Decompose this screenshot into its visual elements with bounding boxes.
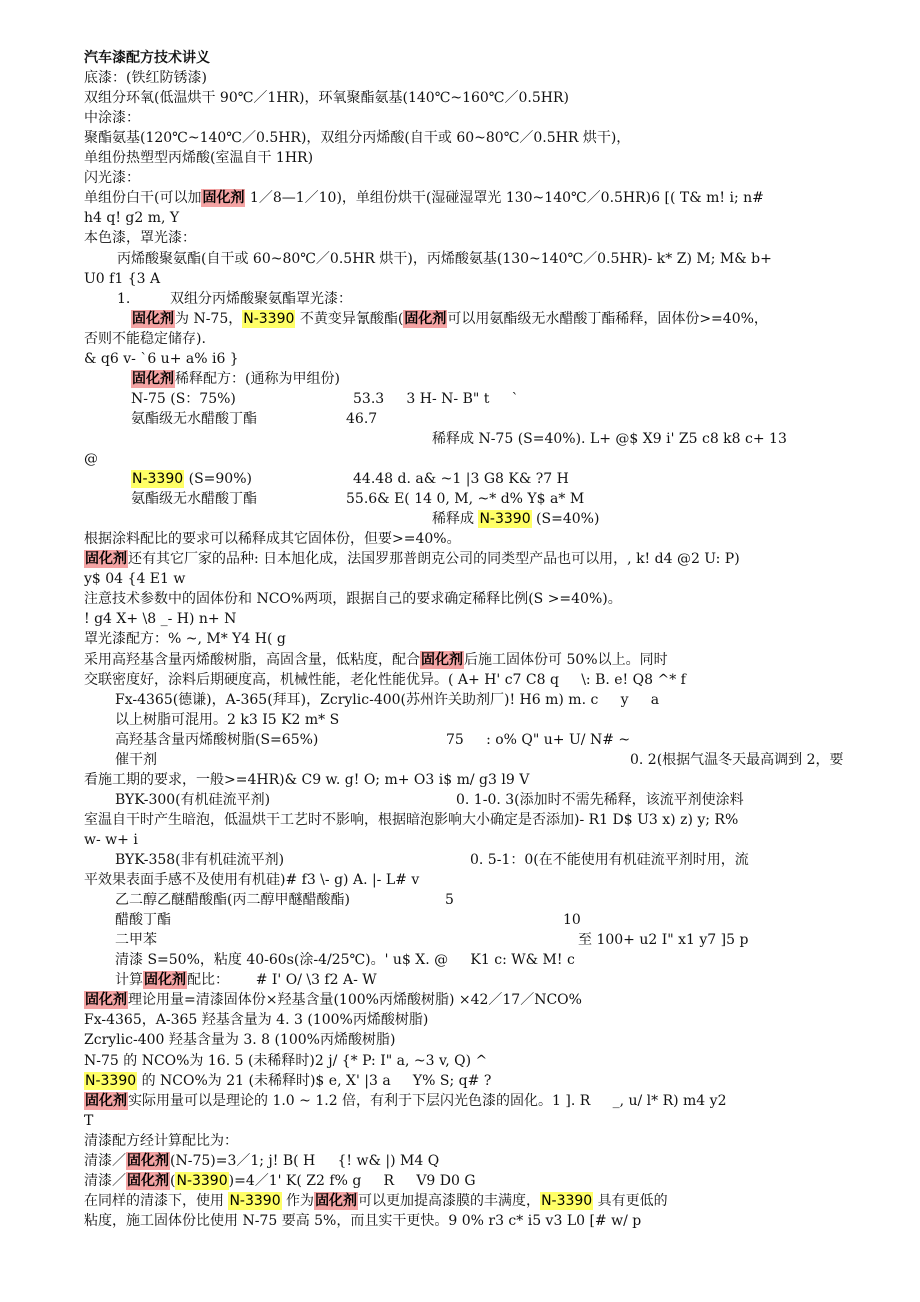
- hardener-highlight: 固化剂: [127, 1172, 169, 1189]
- text-segment: 双组分丙烯酸聚氨酯罩光漆：: [170, 290, 352, 307]
- text-line: [115, 690, 659, 710]
- text-segment: 单组份白干(可以加: [84, 190, 202, 207]
- text-line: [84, 609, 236, 629]
- product-highlight: N-3390: [243, 310, 295, 327]
- text-segment: 室温自干时产生暗泡，低温烘干工艺时不影响，根据暗泡影响大小确定是否添加)- R1 D$ U3 x) z) y; R%: [84, 811, 739, 828]
- product-highlight: N-3390: [132, 471, 184, 488]
- text-line: [84, 990, 582, 1010]
- text-segment: 交联密度好，涂料后期硬度高，机械性能，老化性能优异。( A+ H' c7 C8 q \: B. e! Q8 ^* f: [84, 671, 686, 688]
- text-line: [84, 1051, 487, 1071]
- text-segment: T: [84, 1112, 94, 1129]
- text-segment: 0. 1-0. 3(添加时不需先稀释，该流平剂使涂料: [456, 791, 744, 808]
- text-line: [84, 148, 313, 168]
- text-line: [84, 168, 140, 188]
- text-segment: 清漆／: [84, 1172, 126, 1189]
- text-segment: 还有其它厂家的品种: 日本旭化成，法国罗那普朗克公司的同类型产品也可以用，, k! d4 @2 U: P): [128, 551, 740, 568]
- text-segment: 配比： # I' O/ \3 f2 A- W: [187, 972, 377, 989]
- text-segment: 本色漆，罩光漆：: [84, 230, 196, 247]
- text-line: [115, 890, 454, 910]
- text-segment: 0. 5-1：0(在不能使用有机硅流平剂时用，流: [470, 852, 749, 868]
- text-line: [84, 589, 622, 609]
- text-segment: 10: [563, 912, 581, 929]
- text-line: [84, 1151, 439, 1171]
- text-segment: ! g4 X+ \8 _- H) n+ N: [84, 611, 237, 628]
- text-line: [115, 910, 581, 930]
- text-segment: 清漆配方经计算配比为：: [84, 1132, 238, 1149]
- text-segment: 理论用量=清漆固体份×羟基含量(100%丙烯酸树脂) ×42／17／NCO%: [128, 992, 582, 1009]
- text-line: [115, 950, 575, 970]
- hardener-highlight: 固化剂: [144, 972, 186, 989]
- text-segment: 清漆／: [84, 1152, 126, 1169]
- text-segment: Fx-4365(德谦)，A-365(拜耳)，Zcrylic-400(苏州许关助剂厂)! H6 m) m. c y a: [115, 691, 660, 708]
- hardener-highlight: 固化剂: [85, 551, 127, 568]
- text-segment: (: [170, 1172, 176, 1189]
- text-segment: 中涂漆：: [84, 110, 140, 127]
- text-line: [115, 970, 377, 990]
- text-segment: @: [84, 451, 98, 467]
- text-segment: 后施工固体份可 50%以上。同时: [464, 651, 668, 668]
- text-line: [84, 1030, 395, 1050]
- text-segment: 平效果表面手感不及使用有机硅)# f3 \- g) A. |- L# v: [84, 872, 420, 889]
- text-line: [84, 329, 206, 349]
- text-line: [84, 1131, 238, 1151]
- text-line: [131, 309, 768, 329]
- text-segment: 为 N-75，: [175, 310, 243, 327]
- text-segment: 看施工期的要求，一般>=4HR)& C9 w. g! O; m+ O3 i$ m/ g3 l9 V: [84, 771, 530, 788]
- text-segment: BYK-358(非有机硅流平剂): [115, 852, 285, 868]
- text-segment: 催干剂: [115, 751, 157, 768]
- product-highlight: N-3390: [229, 1192, 281, 1209]
- product-highlight: N-3390: [176, 1172, 228, 1189]
- text-line: [84, 449, 98, 469]
- text-line: [131, 409, 378, 429]
- text-segment: Zcrylic-400 羟基含量为 3. 8 (100%丙烯酸树脂): [84, 1032, 396, 1049]
- text-segment: 乙二醇乙醚醋酸酯(丙二醇甲醚醋酸酯): [115, 892, 350, 909]
- text-segment: Fx-4365，A-365 羟基含量为 4. 3 (100%丙烯酸树脂): [84, 1012, 429, 1029]
- text-line: [84, 188, 764, 208]
- hardener-highlight: 固化剂: [127, 1152, 169, 1169]
- text-segment: 清漆 S=50%，粘度 40-60s(涂-4/25℃)。' u$ X. @ K1 c: W& M! c: [115, 952, 575, 969]
- text-segment: h4 q! g2 m, Y: [84, 210, 180, 227]
- text-segment: 底漆：(铁红防锈漆): [84, 70, 207, 87]
- text-line: [84, 1071, 491, 1091]
- text-line: [84, 870, 419, 890]
- text-segment: )=4／1' K( Z2 f% g R V9 D0 G: [228, 1172, 476, 1189]
- hardener-highlight: 固化剂: [315, 1192, 358, 1209]
- hardener-highlight: 固化剂: [421, 651, 463, 668]
- text-segment: 实际用量可以是理论的 1.0 ~ 1.2 倍，有利于下层闪光色漆的固化。1 ]. R _, u/ l* R) m4 y2: [128, 1092, 727, 1109]
- text-line: [84, 68, 207, 88]
- text-segment: BYK-300(有机硅流平剂): [115, 791, 271, 808]
- text-segment: 氨酯级无水醋酸丁酯: [131, 410, 257, 427]
- text-segment: 46.7: [346, 410, 378, 427]
- text-segment: N-75 的 NCO%为 16. 5 (未稀释时)2 j/ {* P: I" a, ~3 v, Q) ^: [84, 1052, 488, 1069]
- hardener-highlight: 固化剂: [85, 992, 127, 1009]
- text-segment: 稀释成: [432, 511, 479, 528]
- text-line: [84, 1091, 727, 1111]
- text-segment: & q6 v- `6 u+ a% i6 }: [84, 350, 239, 367]
- text-line: [84, 670, 686, 690]
- text-segment: 可以更加提高漆膜的丰满度，: [358, 1192, 541, 1209]
- text-line: [84, 569, 185, 589]
- text-line: [84, 650, 668, 670]
- text-segment: 聚酯氨基(120℃~140℃／0.5HR)，双组分丙烯酸(自干或 60~80℃／0.5HR 烘干)，: [84, 130, 631, 147]
- text-line: [131, 369, 340, 389]
- text-segment: 丙烯酸聚氨酯(自干或 60~80℃／0.5HR 烘干)，丙烯酸氨基(130~140℃／0.5HR)- k* Z) M; M& b+: [117, 250, 772, 267]
- text-segment: 单组份热塑型丙烯酸(室温自干 1HR): [84, 150, 314, 167]
- text-line: [84, 770, 529, 790]
- text-segment: 44.48 d. a& ~1 |3 G8 K& ?7 H: [353, 471, 569, 488]
- text-segment: (S=40%): [531, 511, 600, 528]
- text-line: [432, 429, 787, 449]
- product-highlight: N-3390: [479, 511, 531, 528]
- text-line: [115, 850, 749, 870]
- text-segment: 5: [445, 892, 454, 909]
- text-line: [84, 208, 179, 228]
- text-segment: (S=90%): [184, 471, 252, 488]
- text-segment: y$ 04 {4 E1 w: [84, 571, 186, 588]
- product-highlight: N-3390: [541, 1192, 593, 1209]
- text-line: [84, 349, 239, 369]
- text-segment: 醋酸丁酯: [115, 912, 171, 929]
- text-line: [84, 88, 569, 108]
- text-line: [84, 629, 286, 649]
- text-segment: 55.6& E( 14 0, M, ~* d% Y$ a* M: [346, 491, 585, 508]
- text-segment: 稀释配方：(通称为甲组份): [175, 370, 340, 387]
- text-segment: 1.: [117, 290, 131, 307]
- text-segment: U0 f1 {3 A: [84, 270, 161, 287]
- text-segment: 采用高羟基含量丙烯酸树脂，高固含量，低粘度，配合: [84, 651, 420, 668]
- hardener-highlight: 固化剂: [132, 370, 174, 387]
- text-segment: 否则不能稳定储存).: [84, 330, 206, 347]
- text-segment: 0. 2(根据气温冬天最高调到 2，要: [630, 751, 844, 768]
- text-segment: 氨酯级无水醋酸丁酯: [131, 491, 257, 508]
- text-line: [432, 509, 599, 529]
- text-segment: 具有更低的: [593, 1192, 668, 1209]
- text-segment: N-75 (S：75%): [131, 390, 236, 407]
- text-segment: 计算: [115, 972, 143, 989]
- text-line: [84, 128, 630, 148]
- hardener-highlight: 固化剂: [132, 310, 174, 327]
- text-line: [115, 930, 749, 950]
- text-segment: 罩光漆配方：% ~, M* Y4 H( g: [84, 631, 286, 648]
- text-segment: 闪光漆：: [84, 170, 140, 187]
- text-segment: 粘度，施工固体份比使用 N-75 要高 5%，而且实干更快。9 0% r3 c* i5 v3 L0 [# w/ p: [84, 1212, 642, 1229]
- text-line: [115, 790, 744, 810]
- text-line: [84, 1171, 476, 1191]
- text-line: [115, 750, 844, 770]
- text-segment: 稀释成 N-75 (S=40%). L+ @$ X9 i' Z5 c8 k8 c+ 13: [432, 430, 787, 447]
- text-segment: 二甲苯: [115, 932, 157, 949]
- text-line: [84, 228, 196, 248]
- text-line: [84, 1211, 641, 1231]
- text-line: [84, 1010, 428, 1030]
- text-segment: w- w+ i: [84, 831, 138, 848]
- text-segment: 在同样的清漆下，使用: [84, 1192, 229, 1209]
- text-line: [115, 730, 631, 750]
- text-segment: 双组分环氧(低温烘干 90℃／1HR)，环氧聚酯氨基(140℃~160℃／0.5HR): [84, 90, 569, 107]
- text-line: [117, 289, 352, 309]
- hardener-highlight: 固化剂: [404, 310, 447, 327]
- text-segment: 不黄变异氰酸酯(: [295, 310, 404, 327]
- hardener-highlight: 固化剂: [202, 190, 245, 207]
- text-segment: 汽车漆配方技术讲义: [84, 50, 210, 66]
- text-segment: 53.3 3 H- N- B" t `: [353, 390, 519, 407]
- text-segment: 1／8—1／10)，单组份烘干(湿碰湿罩光 130~140℃／0.5HR)6 [( T& m! i; n#: [245, 190, 764, 207]
- hardener-highlight: 固化剂: [85, 1092, 127, 1109]
- text-segment: 可以用氨酯级无水醋酸丁酯稀释，固体份>=40%，: [447, 310, 768, 327]
- text-line: [131, 389, 519, 409]
- text-line: [84, 1191, 668, 1211]
- text-line: [84, 810, 738, 830]
- product-highlight: N-3390: [85, 1072, 137, 1089]
- text-segment: 的 NCO%为 21 (未稀释时)$ e, X' |3 a Y% S; q# ?: [137, 1072, 492, 1089]
- text-line: [84, 529, 461, 549]
- text-line: [117, 249, 772, 269]
- text-line: [84, 1111, 93, 1131]
- text-line: [84, 549, 740, 569]
- text-segment: 至 100+ u2 I" x1 y7 ]5 p: [578, 932, 749, 949]
- text-line: [84, 830, 138, 850]
- text-line: [131, 489, 585, 509]
- text-segment: (N-75)=3／1; j! B( H {! w& |) M4 Q: [170, 1152, 440, 1169]
- text-segment: 根据涂料配比的要求可以稀释成其它固体份，但要>=40%。: [84, 531, 461, 548]
- text-segment: 作为: [281, 1192, 315, 1209]
- text-line: [84, 269, 160, 289]
- text-segment: 注意技术参数中的固体份和 NCO%两项，跟据自己的要求确定稀释比例(S >=40%)。: [84, 591, 622, 608]
- text-segment: 以上树脂可混用。2 k3 I5 K2 m* S: [115, 711, 340, 728]
- text-segment: 高羟基含量丙烯酸树脂(S=65%): [115, 731, 319, 748]
- text-line: [115, 710, 339, 730]
- text-segment: 75 : o% Q" u+ U/ N# ~: [446, 731, 631, 748]
- document-title: [84, 48, 210, 68]
- text-line: [84, 108, 140, 128]
- text-line: [131, 469, 569, 489]
